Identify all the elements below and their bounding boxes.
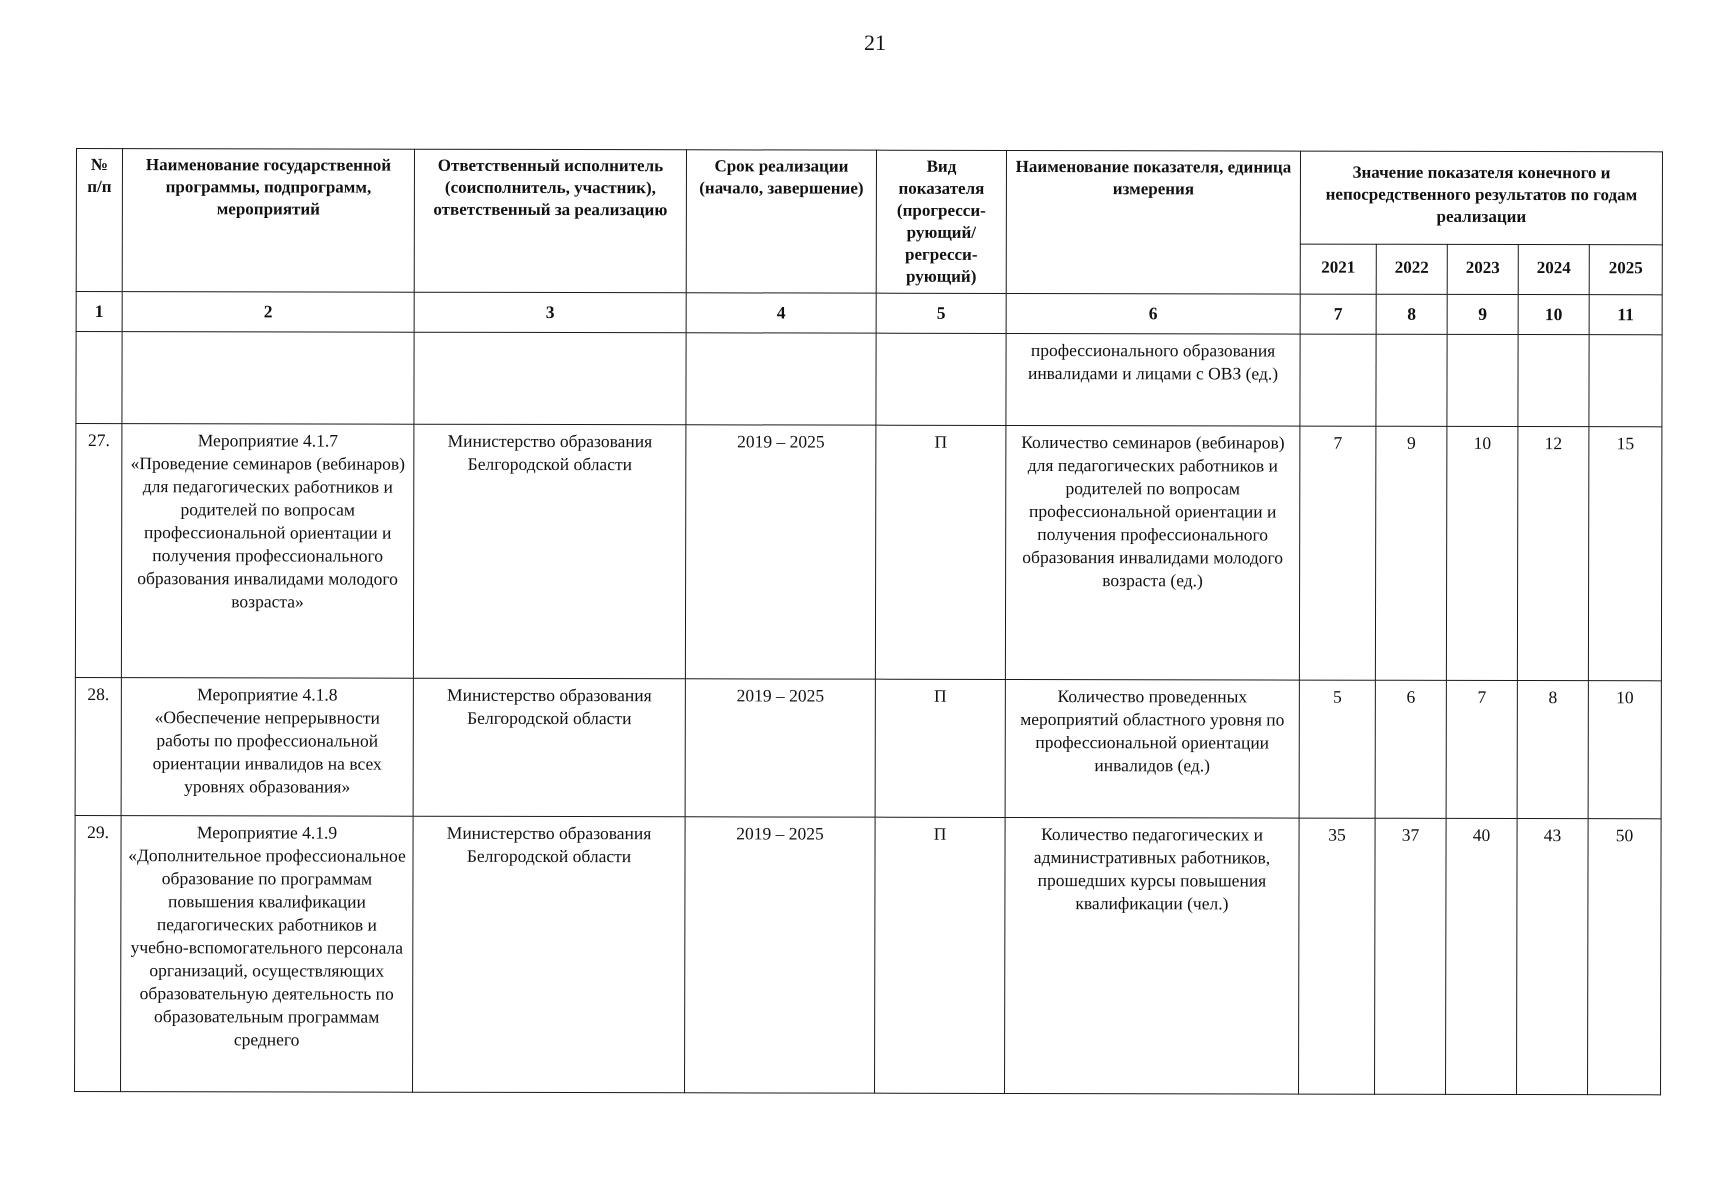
table-row [75,815,1662,1094]
value-cell: 50 [1588,819,1662,1095]
indicators-table [74,148,1663,1095]
row-number: 29. [75,815,122,1091]
period: 2019 – 2025 [685,679,875,817]
executor [414,332,686,425]
value-cell: 9 [1375,426,1447,680]
activity-name [122,332,414,425]
value-cell: 6 [1375,680,1446,818]
value-cell: 12 [1517,427,1589,681]
header-name: Наименование государственной программы, подпрограмм, мероприятий [122,149,414,293]
indicator-name: Количество проведенных мероприятий областного уровня по профессиональной ориентации инвалидов (ед.) [1005,679,1299,818]
row-number [76,332,122,424]
header-row [76,149,1662,245]
column-number: 7 [1300,294,1376,334]
indicator-type: П [875,817,1006,1093]
value-cell [1589,335,1662,427]
executor: Министерство образования Белгородской области [413,678,685,817]
indicator-type [876,333,1006,425]
header-year: 2024 [1518,244,1589,294]
activity-name: Мероприятие 4.1.9 «Дополнительное профессиональное образование по программам повышения квалификации педагогических работников и учебно-вспомогательного персонала организаций, осуществляющих образовательную деятельность по образовательным программам среднего [121,816,414,1093]
period [686,333,876,425]
activity-name: Мероприятие 4.1.8 «Обеспечение непрерывности работы по профессиональной ориентации инвалидов на всех уровнях образования» [121,678,413,817]
value-cell: 15 [1588,427,1662,681]
value-cell: 40 [1446,818,1518,1094]
indicator-name: профессионального образования инвалидами и лицами с ОВЗ (ед.) [1006,333,1300,426]
executor: Министерство образования Белгородской области [413,816,686,1093]
indicator-type: П [875,679,1005,817]
value-cell: 35 [1299,818,1376,1094]
column-number: 5 [876,293,1006,333]
column-number: 2 [122,292,414,333]
column-number: 1 [76,292,122,332]
row-number: 27. [75,424,122,678]
column-number: 8 [1376,294,1447,334]
value-cell: 5 [1299,680,1375,818]
header-year: 2025 [1589,244,1662,294]
executor: Министерство образования Белгородской области [413,424,686,679]
header-num: № п/п [76,149,122,292]
value-cell [1447,334,1518,426]
column-number-row [76,292,1662,335]
table-row [75,677,1661,818]
indicator-type: П [875,425,1006,679]
table-row [75,424,1662,681]
row-number: 28. [75,677,121,815]
period: 2019 – 2025 [685,817,876,1093]
header-year: 2022 [1376,244,1447,294]
indicator-name: Количество семинаров (вебинаров) для педагогических работников и родителей по вопросам профессиональной ориентации и получения профессионального образования инвалидами молодого возраста (ед.) [1005,425,1300,680]
value-cell: 7 [1299,426,1376,680]
value-cell: 7 [1446,680,1517,818]
header-values: Значение показателя конечного и непосредственного результатов по годам реализации [1300,151,1662,245]
column-number: 6 [1006,293,1300,334]
column-number: 10 [1518,295,1589,335]
header-indicator: Наименование показателя, единица измерения [1006,150,1300,294]
value-cell [1376,334,1447,426]
value-cell: 10 [1446,426,1518,680]
value-cell [1300,334,1376,426]
column-number: 11 [1589,295,1662,335]
value-cell: 8 [1517,681,1588,819]
page-number: 21 [864,30,886,55]
activity-name: Мероприятие 4.1.7 «Проведение семинаров (вебинаров) для педагогических работников и родителей по вопросам профессиональной ориентации и получения профессионального образования инвалидами молодого возраста» [121,424,414,679]
value-cell [1518,335,1589,427]
table-row [76,332,1662,427]
value-cell: 43 [1517,819,1589,1095]
period: 2019 – 2025 [685,425,876,679]
header-period: Срок реализации (начало, завершение) [686,150,876,293]
header-year: 2021 [1300,244,1376,294]
value-cell: 10 [1588,681,1661,819]
indicator-name: Количество педагогических и административных работников, прошедших курсы повышения квалификации (чел.) [1005,817,1300,1094]
column-number: 4 [686,293,876,333]
header-type: Вид показателя (прогресси-рующий/ регресси-рующий) [876,150,1006,293]
column-number: 3 [414,292,686,333]
value-cell: 37 [1375,818,1447,1094]
header-executor: Ответственный исполнитель (соисполнитель, участник), ответственный за реализацию [414,149,686,293]
column-number: 9 [1447,294,1518,334]
header-year: 2023 [1447,244,1518,294]
